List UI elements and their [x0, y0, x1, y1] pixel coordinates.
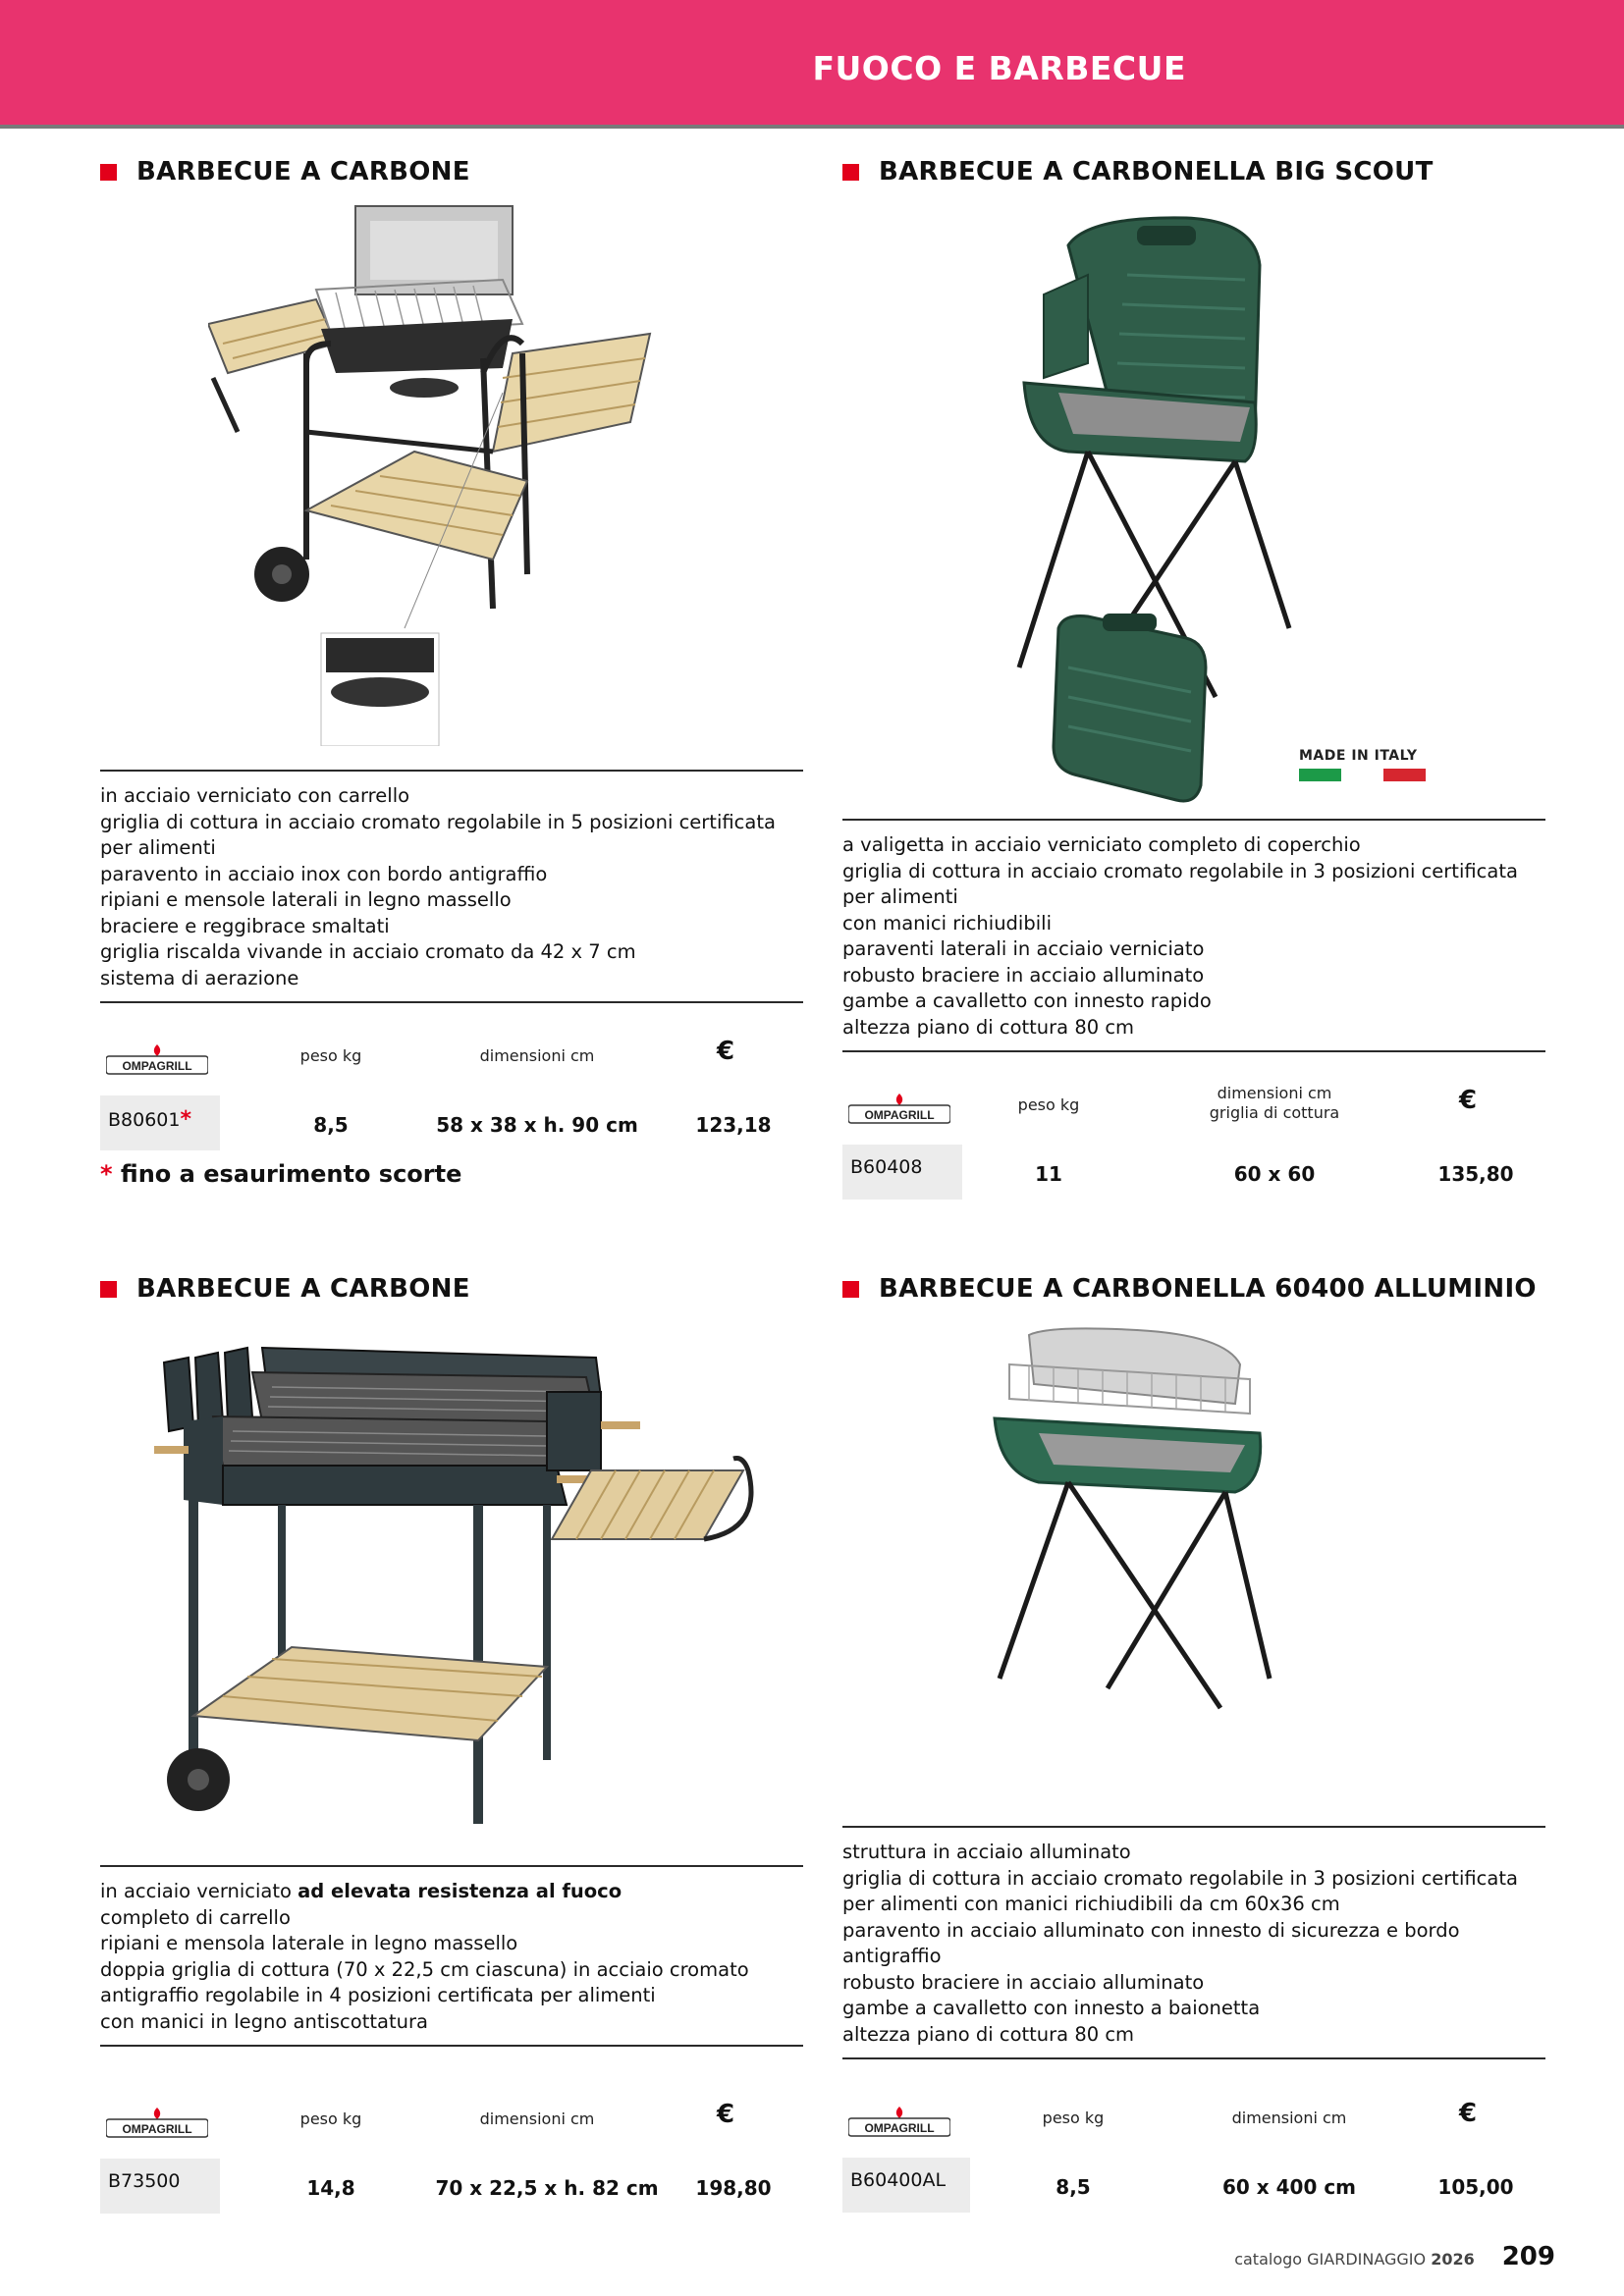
product-barbecue-a-carbone-2: [100, 1274, 803, 2216]
description-line: robusto braciere in acciaio alluminato: [842, 963, 1205, 987]
description-line: struttura in acciaio alluminato: [842, 1841, 1131, 1863]
svg-text:OMPAGRILL: OMPAGRILL: [122, 1059, 192, 1073]
spec-row: [842, 1080, 1545, 1196]
description-line: paraventi laterali in acciaio verniciato: [842, 937, 1205, 960]
price-value: 123,18: [695, 1113, 772, 1137]
weight-value: 8,5: [313, 1113, 349, 1137]
svg-text:OMPAGRILL: OMPAGRILL: [122, 2122, 192, 2136]
description-line: doppia griglia di cottura (70 x 22,5 cm ciascuna) in acciaio cromato: [100, 1957, 749, 1981]
price-value: 198,80: [695, 2176, 772, 2200]
dimensions-label: dimensioni cm: [479, 1046, 595, 1065]
weight-value: 11: [1035, 1162, 1062, 1186]
header-divider: [0, 125, 1624, 129]
description-line: altezza piano di cottura 80 cm: [842, 1015, 1135, 1039]
dimensions-value: 60 x 400 cm: [1221, 2175, 1357, 2199]
product-code: B60400AL: [842, 2158, 970, 2213]
dimensions-value: 58 x 38 x h. 90 cm: [436, 1113, 638, 1137]
description-line: sistema di aerazione: [100, 966, 299, 989]
description-line: griglia di cottura in acciaio cromato regolabile in 3 posizioni certificata: [842, 859, 1518, 882]
product-description: [842, 819, 1545, 1052]
dimensions-value: 70 x 22,5 x h. 82 cm: [435, 2176, 659, 2200]
description-line: griglia riscalda vivande in acciaio cromato da 42 x 7 cm: [100, 940, 636, 963]
page-footer: [1234, 2242, 1555, 2271]
section-title: BARBECUE A CARBONELLA 60400 ALLUMINIO: [879, 1274, 1537, 1304]
product-barbecue-a-carbone-1: [100, 157, 803, 1198]
description-line: con manici in legno antiscottatura: [100, 2009, 428, 2033]
spec-row: [100, 1031, 803, 1147]
heading-square-icon: [842, 1281, 859, 1298]
header-bar: [0, 0, 1624, 125]
code-asterisk: *: [180, 1107, 191, 1132]
section-title: BARBECUE A CARBONELLA BIG SCOUT: [879, 157, 1434, 187]
description-line: braciere e reggibrace smaltati: [100, 914, 390, 937]
description-line: robusto braciere in acciaio alluminato: [842, 1970, 1205, 1994]
product-description: [100, 1865, 803, 2047]
description-line: a valigetta in acciaio verniciato completo di coperchio: [842, 833, 1361, 856]
product-photo-b73500: [154, 1343, 773, 1853]
section-heading: [842, 157, 1434, 187]
description-line: antigraffio regolabile in 4 posizioni certificata per alimenti: [100, 1984, 656, 2006]
page-number: 209: [1501, 2242, 1555, 2271]
euro-symbol: €: [717, 1037, 735, 1066]
description-line: per alimenti con manici richiudibili da cm 60x36 cm: [842, 1893, 1340, 1915]
description-line: griglia di cottura in acciaio cromato regolabile in 5 posizioni certificata: [100, 810, 776, 833]
description-line: per alimenti: [100, 836, 216, 859]
weight-label: peso kg: [1042, 2109, 1105, 2127]
weight-label: peso kg: [299, 1046, 362, 1065]
header-title: FUOCO E BARBECUE: [812, 49, 1186, 87]
description-line: gambe a cavalletto con innesto a baionetta: [842, 1997, 1261, 2019]
euro-symbol: €: [1459, 2099, 1478, 2128]
euro-symbol: €: [717, 2100, 735, 2129]
product-code: B73500: [100, 2159, 220, 2214]
product-description: [100, 770, 803, 1003]
catalog-label: catalogo GIARDINAGGIO 2026: [1234, 2250, 1475, 2269]
weight-value: 14,8: [306, 2176, 355, 2200]
product-description: [842, 1826, 1545, 2059]
description-line: antigraffio: [842, 1945, 942, 1967]
product-photo-b60408: [1009, 206, 1304, 815]
made-in-italy-label: MADE IN ITALY: [1299, 748, 1418, 764]
price-value: 105,00: [1437, 2175, 1514, 2199]
description-line: ripiani e mensole laterali in legno massello: [100, 888, 512, 911]
product-code: B80601*: [100, 1095, 220, 1150]
heading-square-icon: [100, 164, 117, 181]
dimensions-label: dimensioni cm: [479, 2109, 595, 2128]
section-heading: [842, 1274, 1537, 1304]
spec-row: [100, 2094, 803, 2210]
stock-footnote: * fino a esaurimento scorte: [100, 1160, 462, 1188]
dimensions-value: 60 x 60: [1233, 1162, 1316, 1186]
description-line: per alimenti: [842, 885, 958, 908]
description-line: altezza piano di cottura 80 cm: [842, 2022, 1135, 2046]
euro-symbol: €: [1459, 1086, 1478, 1115]
spec-row: [842, 2093, 1545, 2209]
ompagrill-logo: [106, 2106, 208, 2139]
section-title: BARBECUE A CARBONE: [136, 1274, 470, 1304]
italian-flag-icon: [1299, 769, 1426, 781]
description-line: paravento in acciaio alluminato con innesto di sicurezza e bordo: [842, 1918, 1460, 1942]
weight-label: peso kg: [299, 2109, 362, 2128]
weight-label: peso kg: [1017, 1095, 1080, 1114]
svg-text:OMPAGRILL: OMPAGRILL: [864, 2121, 935, 2135]
section-heading: [100, 157, 470, 187]
description-line: paravento in acciaio inox con bordo antigraffio: [100, 862, 548, 885]
product-60400-alluminio: [842, 1274, 1545, 2216]
heading-square-icon: [100, 1281, 117, 1298]
product-big-scout: [842, 157, 1545, 1198]
ompagrill-logo: [106, 1042, 208, 1076]
description-line: ripiani e mensola laterale in legno massello: [100, 1932, 518, 1954]
price-value: 135,80: [1437, 1162, 1514, 1186]
section-title: BARBECUE A CARBONE: [136, 157, 470, 187]
description-line: con manici richiudibili: [842, 911, 1052, 934]
description-line: griglia di cottura in acciaio cromato regolabile in 3 posizioni certificata: [842, 1866, 1518, 1890]
product-code: B60408: [842, 1145, 962, 1200]
section-heading: [100, 1274, 470, 1304]
description-line: gambe a cavalletto con innesto rapido: [842, 989, 1212, 1012]
made-in-italy-badge: [1299, 748, 1426, 781]
ompagrill-logo: [848, 1092, 950, 1125]
product-photo-b80601: [208, 196, 719, 746]
description-line: in acciaio verniciato ad elevata resistenza al fuoco: [100, 1880, 623, 1902]
product-photo-b60400al: [990, 1325, 1274, 1718]
weight-value: 8,5: [1056, 2175, 1091, 2199]
description-line: in acciaio verniciato con carrello: [100, 784, 410, 807]
ompagrill-logo: [848, 2105, 950, 2138]
dimensions-label: dimensioni cm griglia di cottura: [1209, 1084, 1340, 1122]
svg-text:OMPAGRILL: OMPAGRILL: [864, 1108, 935, 1122]
dimensions-label: dimensioni cm: [1231, 2109, 1347, 2127]
heading-square-icon: [842, 164, 859, 181]
description-line: completo di carrello: [100, 1905, 291, 1929]
